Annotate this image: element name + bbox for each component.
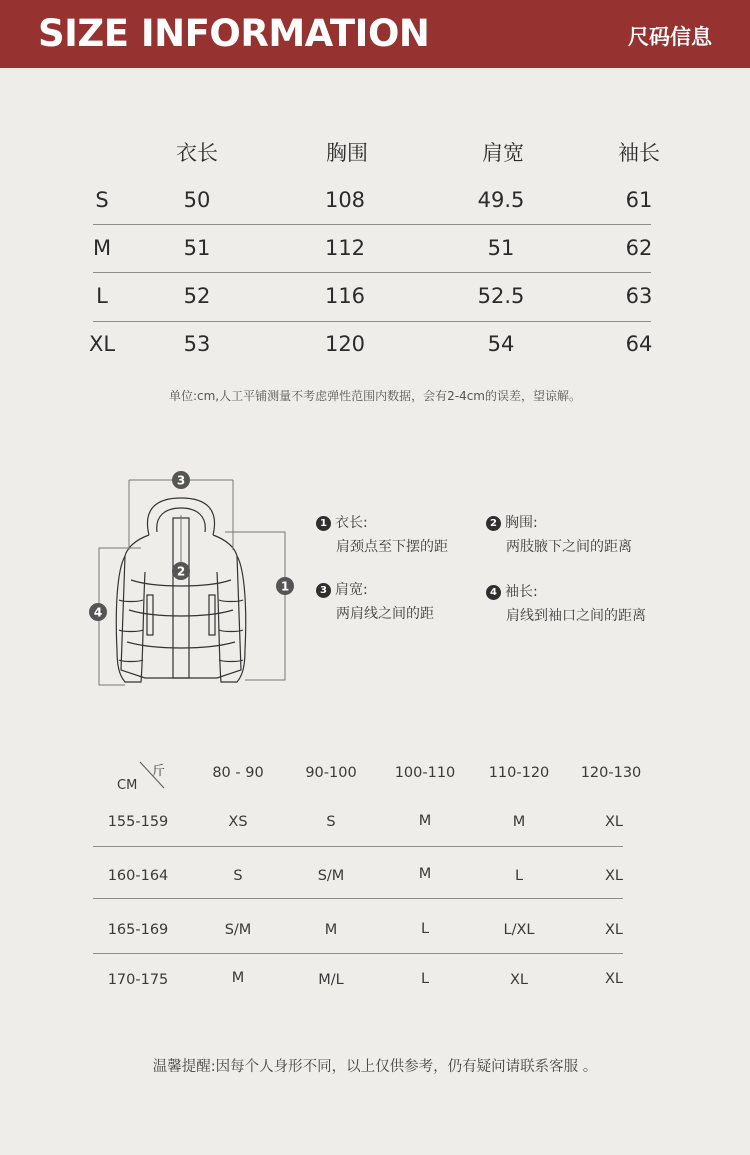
table-row	[0, 188, 750, 228]
legend-desc: 两肢腋下之间的距离	[506, 539, 632, 555]
column-header: 肩宽	[482, 141, 524, 165]
marker-3-icon: 3	[316, 583, 331, 598]
table-cell: M	[418, 813, 432, 829]
table-cell: M	[231, 970, 245, 986]
table-row	[0, 236, 750, 276]
table-row	[0, 284, 750, 324]
legend-desc: 两肩线之间的距	[336, 606, 434, 622]
table-cell: S/M	[317, 868, 345, 884]
table-cell: M	[324, 922, 338, 938]
table-cell: 62	[625, 236, 653, 260]
measure-markers	[89, 471, 294, 621]
table-cell: 53	[183, 332, 211, 356]
height-label: 155-159	[107, 814, 169, 830]
legend-name: 衣长:	[335, 515, 368, 531]
table-cell: 64	[625, 332, 653, 356]
table-cell: L	[514, 868, 524, 884]
table-cell: 50	[183, 188, 211, 212]
legend-desc: 肩颈点至下摆的距	[336, 539, 448, 555]
table-cell: XS	[228, 814, 248, 830]
header-banner	[0, 0, 750, 68]
legend-length	[316, 511, 448, 559]
height-label: 160-164	[107, 868, 169, 884]
table-cell: M	[418, 866, 432, 882]
marker-4-icon: 4	[486, 585, 501, 600]
marker-1-icon: 1	[316, 516, 331, 531]
table-row	[0, 332, 750, 372]
marker-3-label: 3	[176, 473, 186, 488]
table-cell: 52.5	[477, 284, 525, 308]
column-header: 袖长	[618, 141, 660, 165]
table-cell: L	[420, 971, 430, 987]
table-cell: M	[512, 814, 526, 830]
row-divider	[93, 224, 651, 225]
page-subtitle: 尺码信息	[628, 25, 712, 49]
row-divider	[93, 321, 651, 322]
measurement-note: 单位:cm,人工平铺测量不考虑弹性范围内数据，会有2-4cm的误差，望谅解。	[168, 389, 582, 403]
corner-unit-height: CM	[117, 778, 138, 793]
height-label: 165-169	[107, 922, 169, 938]
size-label: M	[92, 236, 112, 260]
table-cell: 112	[324, 236, 366, 260]
reminder-note: 温馨提醒:因每个人身形不同，以上仅供参考，仍有疑问请联系客服 。	[152, 1059, 598, 1075]
table-cell: 52	[183, 284, 211, 308]
table-cell: XL	[604, 868, 623, 884]
table-cell: 51	[487, 236, 515, 260]
table-cell: 108	[324, 188, 366, 212]
table-cell: 51	[183, 236, 211, 260]
legend-chest	[486, 511, 632, 559]
height-label: 170-175	[107, 972, 169, 988]
marker-4-label: 4	[93, 605, 103, 620]
size-label: XL	[88, 332, 116, 356]
size-label: L	[96, 284, 108, 308]
legend-name: 胸围:	[505, 515, 538, 531]
jacket-diagram	[85, 460, 305, 700]
table-cell: 61	[625, 188, 653, 212]
table-cell: 116	[324, 284, 366, 308]
table-cell: XL	[604, 922, 623, 938]
table-cell: 63	[625, 284, 653, 308]
page-title: SIZE INFORMATION	[38, 12, 430, 55]
row-divider	[93, 953, 623, 954]
table-cell: S	[233, 868, 243, 884]
table-cell: XL	[604, 971, 623, 987]
column-header: 衣长	[176, 141, 218, 165]
row-divider	[93, 846, 623, 847]
column-header: 90-100	[305, 765, 357, 781]
table-cell: XL	[509, 972, 528, 988]
column-header: 110-120	[488, 765, 550, 781]
row-divider	[93, 272, 651, 273]
table-cell: S/M	[224, 922, 252, 938]
row-divider	[93, 898, 623, 899]
size-label: S	[95, 188, 109, 212]
corner-unit-weight: 斤	[152, 764, 166, 779]
column-header: 120-130	[580, 765, 642, 781]
size-table-header	[0, 137, 750, 177]
marker-2-icon: 2	[486, 516, 501, 531]
table-cell: S	[326, 814, 336, 830]
marker-1-label: 1	[280, 579, 290, 594]
marker-2-label: 2	[176, 564, 186, 579]
legend-sleeve	[486, 580, 646, 628]
legend-name: 袖长:	[505, 584, 538, 600]
table-cell: L/XL	[503, 922, 535, 938]
table-cell: 54	[487, 332, 515, 356]
table-cell: XL	[604, 814, 623, 830]
column-header: 100-110	[394, 765, 456, 781]
table-cell: L	[420, 921, 430, 937]
legend-shoulder	[316, 578, 434, 626]
column-header: 80 - 90	[212, 765, 264, 781]
legend-name: 肩宽:	[335, 582, 368, 598]
table-cell: 120	[324, 332, 366, 356]
legend-desc: 肩线到袖口之间的距离	[506, 608, 646, 624]
column-header: 胸围	[326, 141, 368, 165]
measure-lines	[99, 480, 285, 685]
table-cell: M/L	[318, 972, 344, 988]
table-cell: 49.5	[477, 188, 525, 212]
